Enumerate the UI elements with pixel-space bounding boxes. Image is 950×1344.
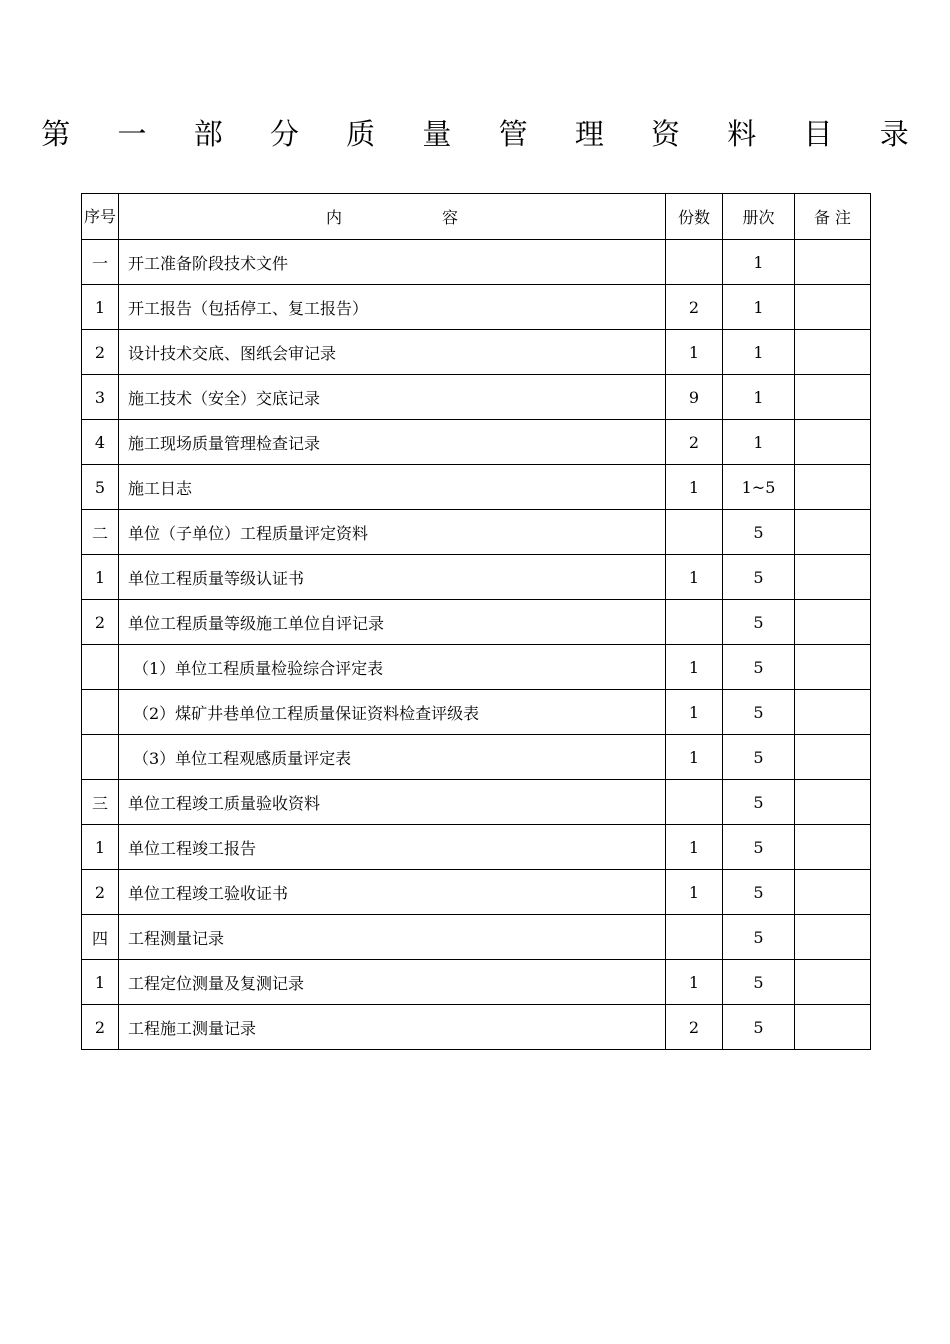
row-content: 施工现场质量管理检查记录: [119, 420, 666, 465]
row-content: 工程施工测量记录: [119, 1005, 666, 1050]
table-row: [82, 330, 871, 375]
header-content-char-1: 内: [325, 208, 342, 227]
header-seq: 序号: [82, 194, 119, 240]
row-content: 开工准备阶段技术文件: [119, 240, 666, 285]
row-copies: 1: [666, 465, 723, 510]
header-content: [119, 194, 666, 240]
table-row: [82, 870, 871, 915]
catalog-table: [81, 193, 871, 1050]
row-copies: [666, 915, 723, 960]
row-seq: 1: [82, 960, 119, 1005]
row-seq: 4: [82, 420, 119, 465]
row-seq: [82, 645, 119, 690]
row-remarks: [795, 285, 871, 330]
row-remarks: [795, 825, 871, 870]
row-volume: 1: [723, 375, 795, 420]
row-volume: 1: [723, 285, 795, 330]
row-seq: 1: [82, 555, 119, 600]
row-content: （1）单位工程质量检验综合评定表: [119, 645, 666, 690]
row-copies: 2: [666, 285, 723, 330]
row-remarks: [795, 330, 871, 375]
row-remarks: [795, 375, 871, 420]
row-seq: 1: [82, 825, 119, 870]
row-content: 工程测量记录: [119, 915, 666, 960]
row-copies: 9: [666, 375, 723, 420]
row-content: 开工报告（包括停工、复工报告）: [119, 285, 666, 330]
row-remarks: [795, 690, 871, 735]
row-volume: 5: [723, 690, 795, 735]
table-row: [82, 915, 871, 960]
row-volume: 5: [723, 960, 795, 1005]
row-volume: 5: [723, 780, 795, 825]
row-content: 设计技术交底、图纸会审记录: [119, 330, 666, 375]
row-seq: 2: [82, 600, 119, 645]
row-remarks: [795, 1005, 871, 1050]
row-remarks: [795, 960, 871, 1005]
row-volume: 5: [723, 825, 795, 870]
row-copies: [666, 780, 723, 825]
row-volume: 1: [723, 330, 795, 375]
row-seq: [82, 735, 119, 780]
row-copies: 2: [666, 1005, 723, 1050]
header-volume: 册次: [723, 194, 795, 240]
row-content: 工程定位测量及复测记录: [119, 960, 666, 1005]
row-volume: 1: [723, 240, 795, 285]
row-seq: 二: [82, 510, 119, 555]
row-copies: [666, 600, 723, 645]
table-row: [82, 645, 871, 690]
table-row: [82, 735, 871, 780]
row-remarks: [795, 645, 871, 690]
table-body: [82, 240, 871, 1050]
row-content: 单位工程竣工质量验收资料: [119, 780, 666, 825]
row-copies: 1: [666, 870, 723, 915]
row-content: 单位工程质量等级施工单位自评记录: [119, 600, 666, 645]
row-copies: 1: [666, 690, 723, 735]
row-volume: 1~5: [723, 465, 795, 510]
table-row: [82, 555, 871, 600]
row-copies: [666, 240, 723, 285]
table-row: [82, 960, 871, 1005]
header-remarks: 备 注: [795, 194, 871, 240]
row-seq: 一: [82, 240, 119, 285]
table-row: [82, 690, 871, 735]
row-seq: 2: [82, 330, 119, 375]
row-seq: [82, 690, 119, 735]
row-remarks: [795, 420, 871, 465]
row-copies: 1: [666, 555, 723, 600]
row-content: 单位（子单位）工程质量评定资料: [119, 510, 666, 555]
row-content: 单位工程竣工验收证书: [119, 870, 666, 915]
row-volume: 1: [723, 420, 795, 465]
row-remarks: [795, 915, 871, 960]
table-row: [82, 1005, 871, 1050]
row-remarks: [795, 735, 871, 780]
row-content: （2）煤矿井巷单位工程质量保证资料检查评级表: [119, 690, 666, 735]
row-content: 施工技术（安全）交底记录: [119, 375, 666, 420]
row-remarks: [795, 465, 871, 510]
row-volume: 5: [723, 1005, 795, 1050]
row-volume: 5: [723, 600, 795, 645]
row-volume: 5: [723, 870, 795, 915]
row-copies: 1: [666, 330, 723, 375]
row-remarks: [795, 240, 871, 285]
table-row: [82, 285, 871, 330]
row-copies: [666, 510, 723, 555]
table-row: [82, 825, 871, 870]
row-remarks: [795, 780, 871, 825]
table-row: [82, 510, 871, 555]
table-row: [82, 465, 871, 510]
table-row: [82, 600, 871, 645]
row-remarks: [795, 555, 871, 600]
row-copies: 1: [666, 960, 723, 1005]
table-row: [82, 240, 871, 285]
page-title: 第 一 部 分 质 量 管 理 资 料 目 录: [41, 117, 928, 151]
row-content: 单位工程质量等级认证书: [119, 555, 666, 600]
row-volume: 5: [723, 555, 795, 600]
row-remarks: [795, 510, 871, 555]
row-volume: 5: [723, 645, 795, 690]
row-content: （3）单位工程观感质量评定表: [119, 735, 666, 780]
row-volume: 5: [723, 510, 795, 555]
table-row: [82, 780, 871, 825]
row-copies: 2: [666, 420, 723, 465]
row-remarks: [795, 600, 871, 645]
row-remarks: [795, 870, 871, 915]
table-header-row: [82, 194, 871, 240]
row-volume: 5: [723, 915, 795, 960]
row-seq: 1: [82, 285, 119, 330]
row-copies: 1: [666, 825, 723, 870]
table-row: [82, 375, 871, 420]
row-seq: 5: [82, 465, 119, 510]
row-content: 施工日志: [119, 465, 666, 510]
row-volume: 5: [723, 735, 795, 780]
row-seq: 三: [82, 780, 119, 825]
row-copies: 1: [666, 735, 723, 780]
row-content: 单位工程竣工报告: [119, 825, 666, 870]
row-seq: 2: [82, 1005, 119, 1050]
header-copies: 份数: [666, 194, 723, 240]
row-seq: 3: [82, 375, 119, 420]
row-seq: 2: [82, 870, 119, 915]
row-copies: 1: [666, 645, 723, 690]
header-content-char-2: 容: [442, 208, 459, 227]
row-seq: 四: [82, 915, 119, 960]
table-row: [82, 420, 871, 465]
